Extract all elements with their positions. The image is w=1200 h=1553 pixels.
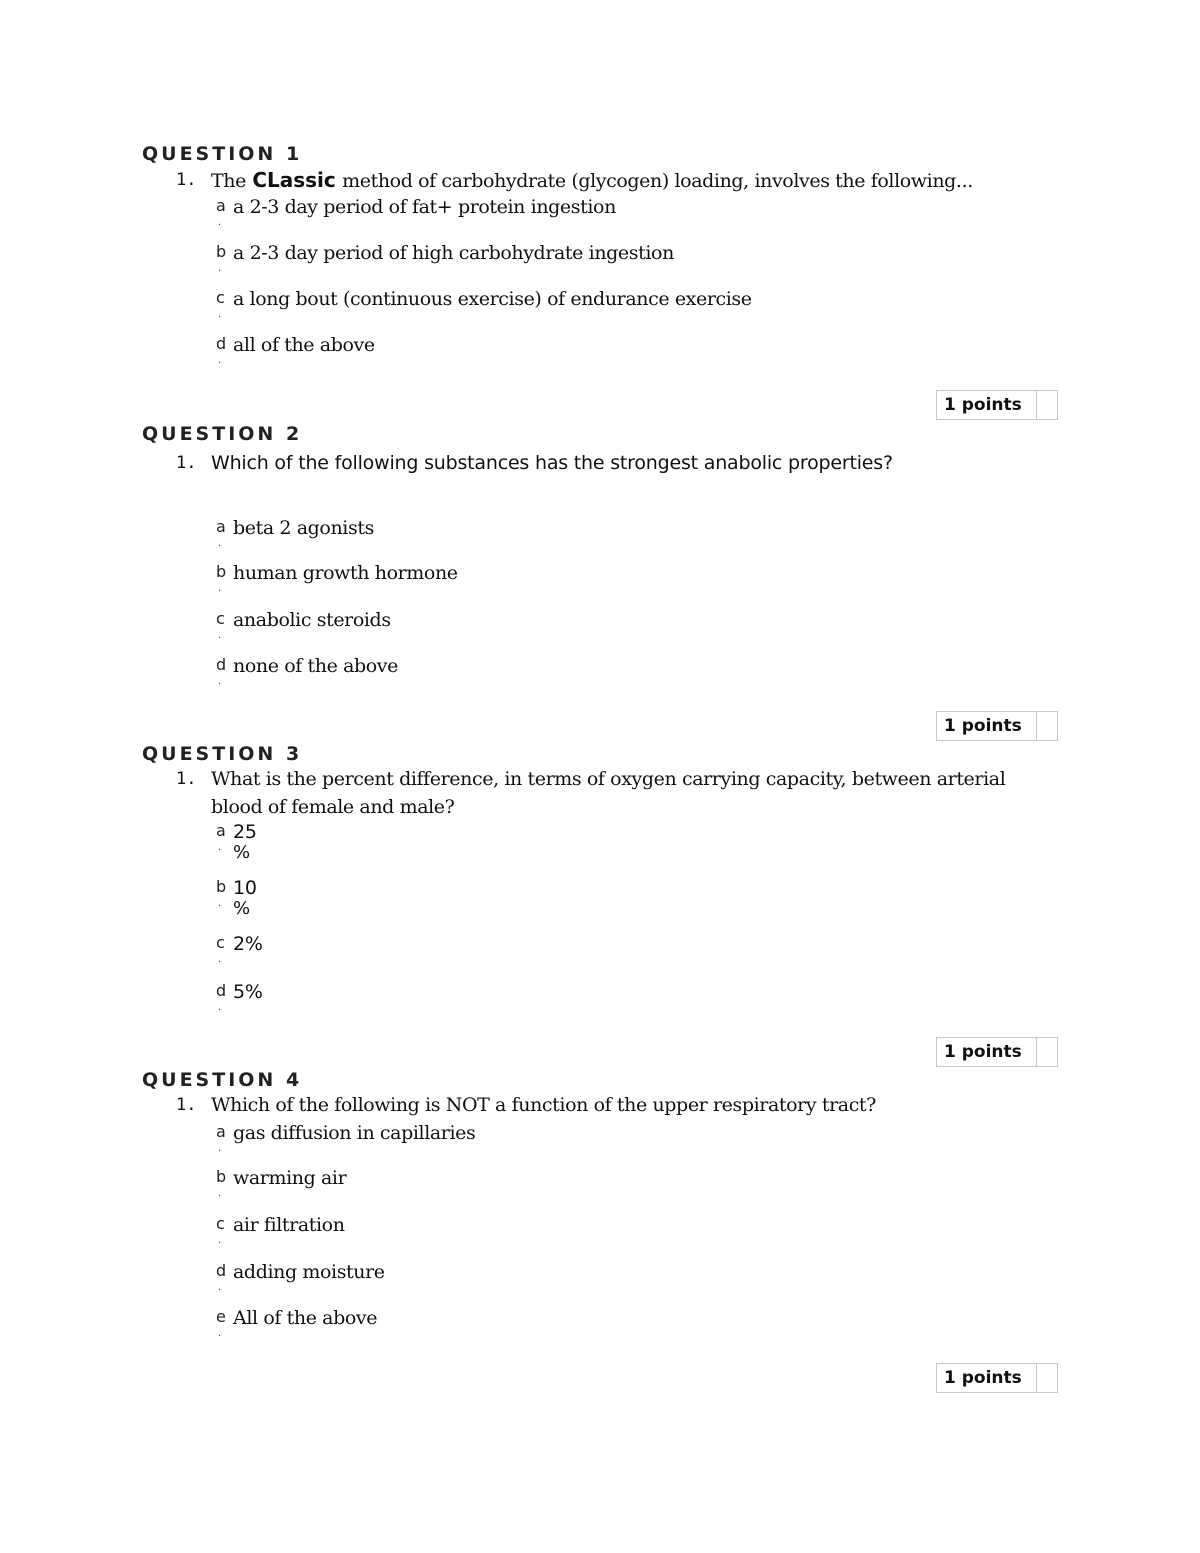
- option-letter: e: [216, 1307, 226, 1326]
- stem-text: Which of the following is NOT a function of the upper respiratory tract?: [211, 1094, 876, 1116]
- question-4-stem: [176, 1091, 1036, 1119]
- option-text: 2%: [233, 933, 263, 955]
- question-3-heading: QUESTION 3: [142, 743, 303, 765]
- question-number: 1.: [176, 170, 197, 190]
- stem-text-emphasis: CLassic: [252, 168, 336, 192]
- question-number: 1.: [176, 1095, 197, 1115]
- option-text-cont: %: [233, 898, 251, 919]
- option-text: warming air: [233, 1167, 347, 1189]
- points-label: 1 points: [937, 1364, 1037, 1392]
- question-number: 1.: [176, 769, 197, 789]
- stem-text-line-2: blood of female and male?: [211, 796, 455, 818]
- option-letter: c: [216, 609, 225, 628]
- option-letter: d: [216, 334, 227, 353]
- stem-text-pre: The: [211, 170, 246, 192]
- option-text: 25: [233, 821, 257, 843]
- option-text: a long bout (continuous exercise) of endurance exercise: [233, 288, 752, 310]
- points-label: 1 points: [937, 1038, 1037, 1066]
- stem-text: Which of the following substances has the strongest anabolic properties?: [211, 452, 893, 474]
- option-letter: b: [216, 877, 227, 896]
- q3-points-box: [936, 1037, 1058, 1067]
- points-input-cell[interactable]: [1037, 391, 1057, 419]
- option-text: none of the above: [233, 655, 398, 677]
- question-1-heading: QUESTION 1: [142, 143, 303, 165]
- option-text: air filtration: [233, 1214, 345, 1236]
- option-letter: b: [216, 242, 227, 261]
- points-input-cell[interactable]: [1037, 1038, 1057, 1066]
- option-letter: c: [216, 1214, 225, 1233]
- option-text: human growth hormone: [233, 562, 458, 584]
- q2-points-box: [936, 711, 1058, 741]
- option-text: adding moisture: [233, 1261, 385, 1283]
- option-letter: a: [216, 517, 226, 536]
- question-3-stem: [176, 765, 1036, 821]
- option-letter: d: [216, 655, 227, 674]
- option-text: a 2-3 day period of fat+ protein ingestion: [233, 196, 616, 218]
- question-4-heading: QUESTION 4: [142, 1069, 303, 1091]
- points-input-cell[interactable]: [1037, 1364, 1057, 1392]
- option-text: beta 2 agonists: [233, 517, 374, 539]
- points-label: 1 points: [937, 712, 1037, 740]
- stem-text-line-1: What is the percent difference, in terms of oxygen carrying capacity, between arterial: [211, 768, 1006, 790]
- stem-text-post: method of carbohydrate (glycogen) loading, involves the following...: [342, 170, 973, 192]
- option-letter: c: [216, 288, 225, 307]
- option-text: All of the above: [233, 1307, 378, 1329]
- option-text: gas diffusion in capillaries: [233, 1122, 476, 1144]
- option-letter: a: [216, 1122, 226, 1141]
- option-text: all of the above: [233, 334, 375, 356]
- q4-points-box: [936, 1363, 1058, 1393]
- question-number: 1.: [176, 453, 197, 473]
- option-letter: d: [216, 981, 227, 1000]
- option-letter: a: [216, 821, 226, 840]
- question-1-stem: [176, 166, 1036, 195]
- q1-points-box: [936, 390, 1058, 420]
- option-text: a 2-3 day period of high carbohydrate ingestion: [233, 242, 674, 264]
- option-letter: b: [216, 1167, 227, 1186]
- option-letter: d: [216, 1261, 227, 1280]
- option-text: anabolic steroids: [233, 609, 391, 631]
- option-letter: c: [216, 933, 225, 952]
- option-text: 10: [233, 877, 257, 899]
- question-2-stem: [176, 449, 1036, 477]
- option-letter: b: [216, 562, 227, 581]
- option-text: 5%: [233, 981, 263, 1003]
- points-input-cell[interactable]: [1037, 712, 1057, 740]
- points-label: 1 points: [937, 391, 1037, 419]
- option-letter: a: [216, 196, 226, 215]
- question-2-heading: QUESTION 2: [142, 423, 303, 445]
- option-text-cont: %: [233, 842, 251, 863]
